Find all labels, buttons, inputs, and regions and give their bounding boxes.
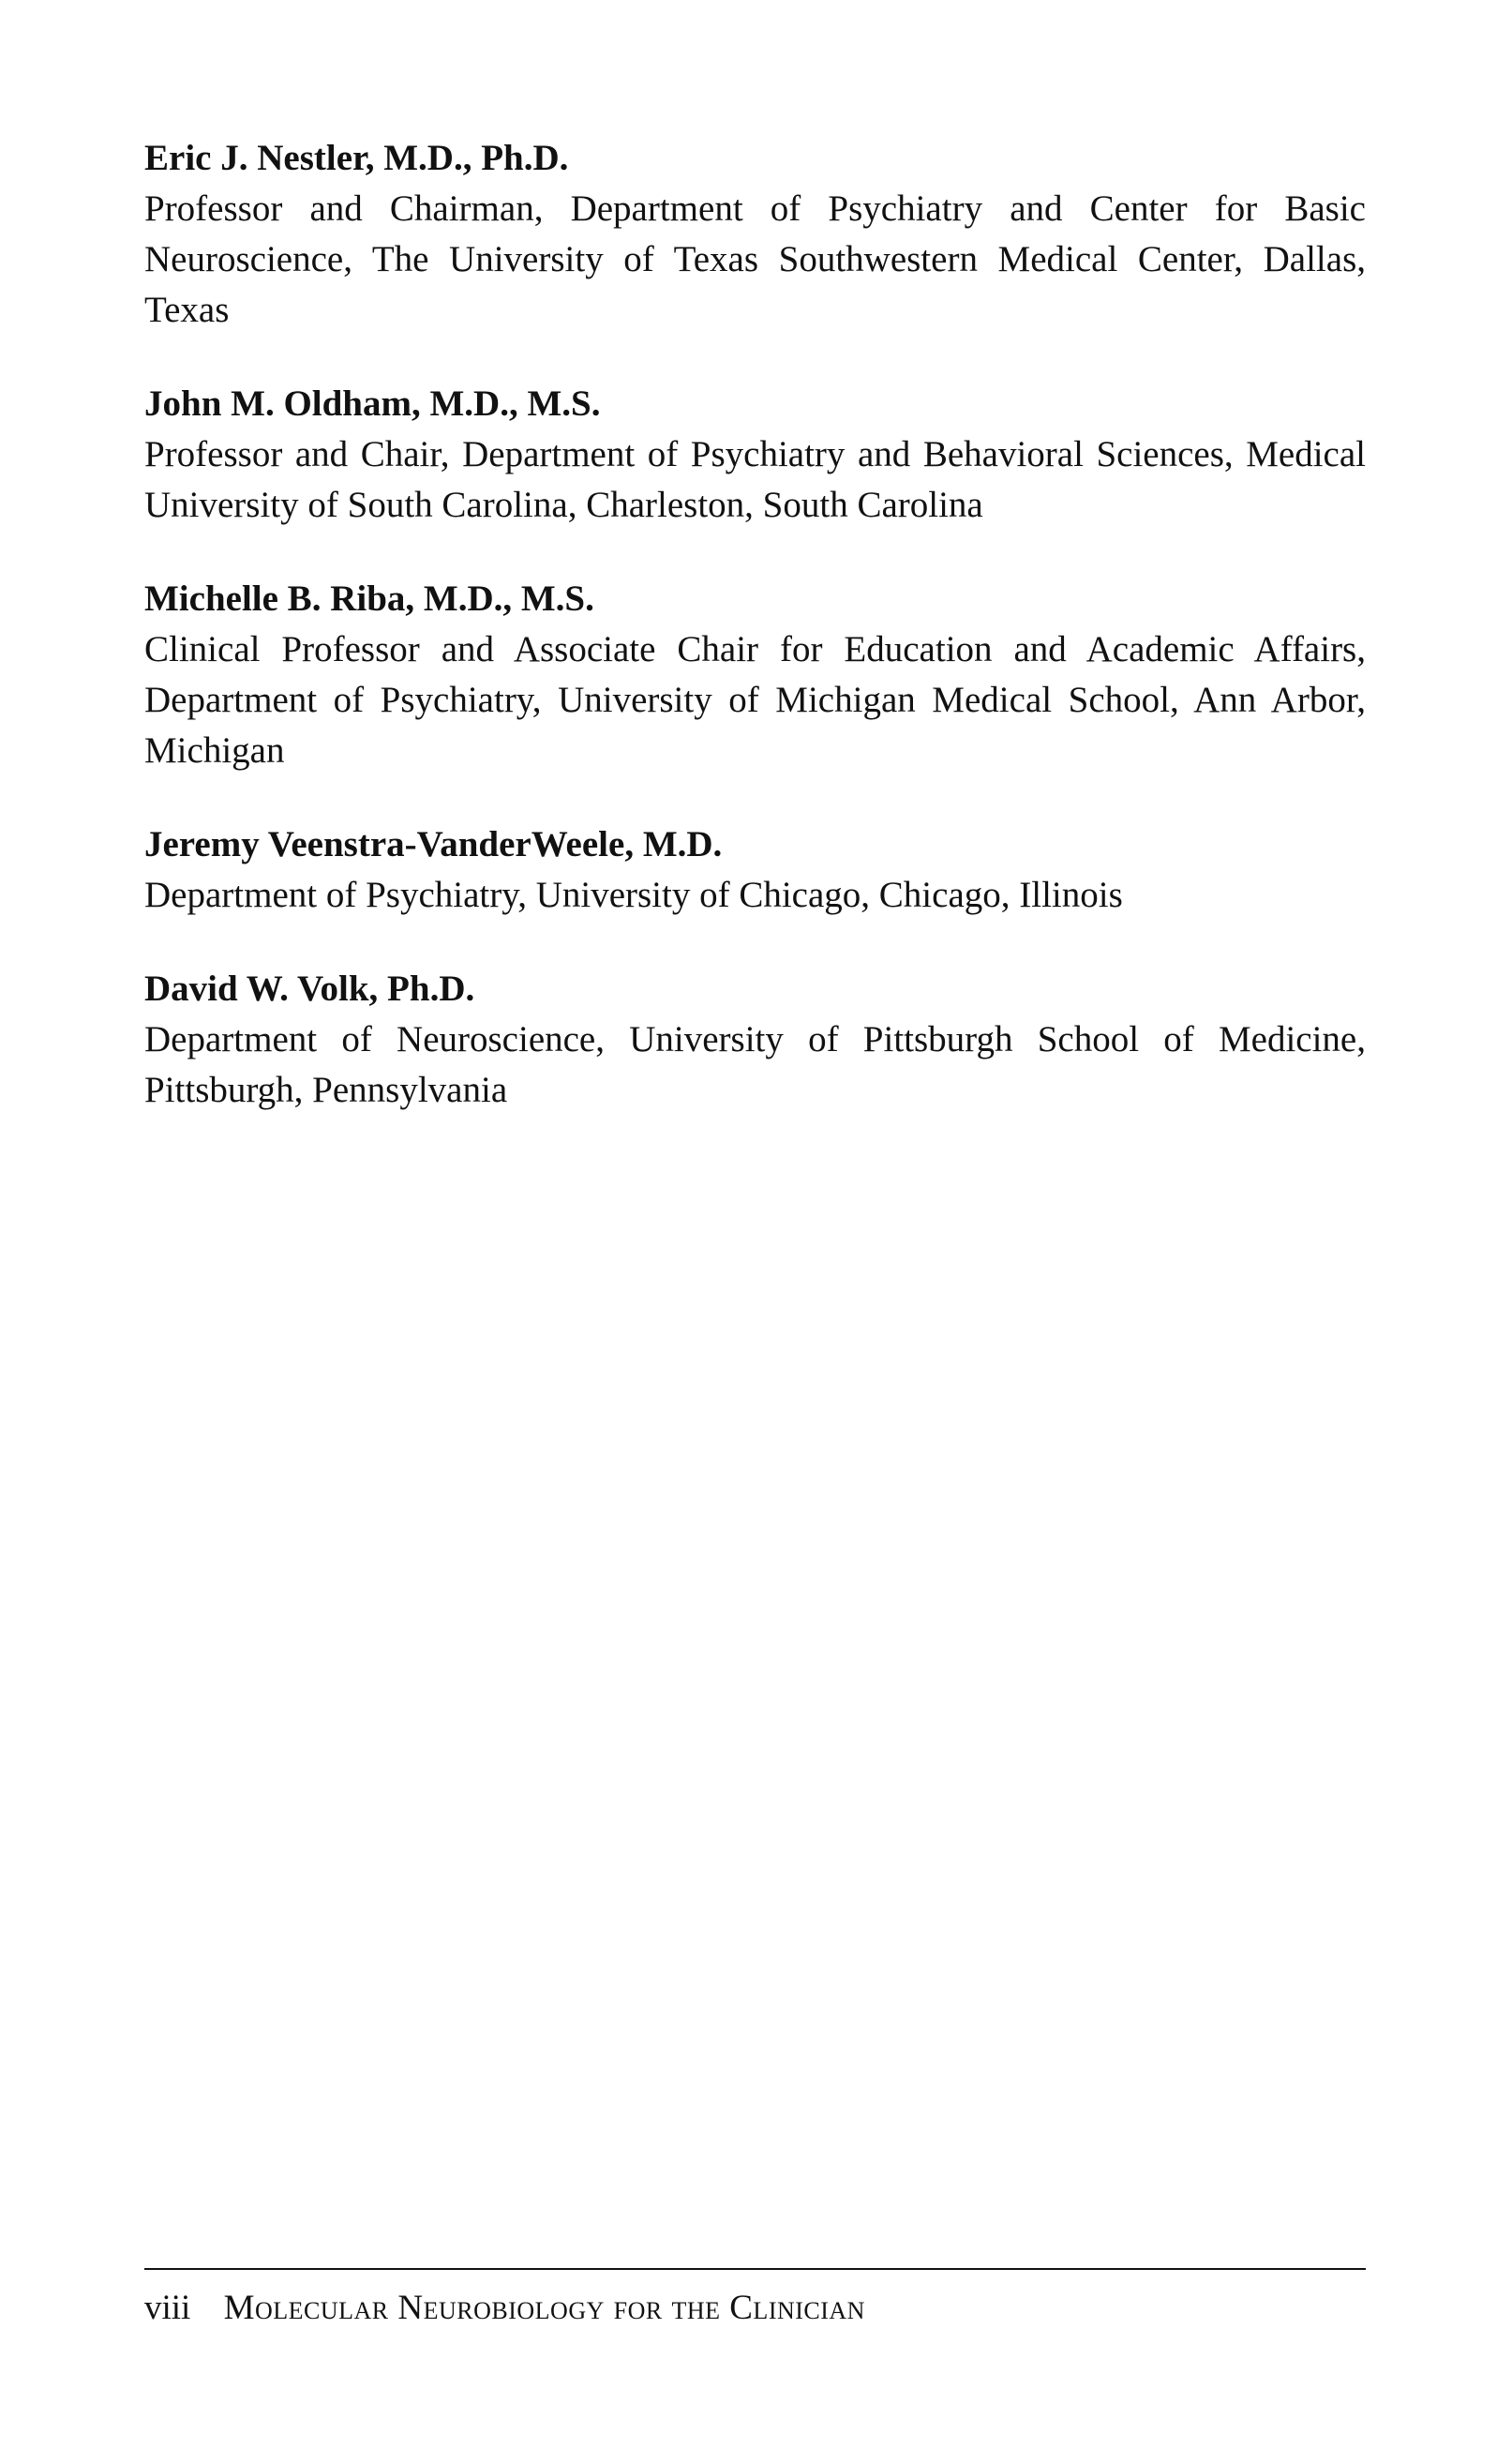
contributor-name: Michelle B. Riba, M.D., M.S. — [144, 578, 594, 619]
contributor-entry — [144, 964, 1366, 1116]
contributor-name: David W. Volk, Ph.D. — [144, 969, 475, 1009]
contributor-affiliation: Department of Neuroscience, University of Pittsburgh School of Medicine, Pittsburgh, Pennsylvania — [144, 1019, 1366, 1110]
footer-rule — [144, 2268, 1366, 2270]
footer-line — [144, 2285, 1366, 2332]
contributor-affiliation: Professor and Chair, Department of Psychiatry and Behavioral Sciences, Medical University of South Carolina, Charleston, South Carolina — [144, 434, 1366, 525]
contributor-entry — [144, 819, 1366, 921]
contributor-name: John M. Oldham, M.D., M.S. — [144, 383, 601, 424]
contributor-name: Jeremy Veenstra-VanderWeele, M.D. — [144, 824, 723, 864]
running-title: Molecular Neurobiology for the Clinician — [223, 2289, 865, 2327]
contributor-affiliation: Professor and Chairman, Department of Psychiatry and Center for Basic Neuroscience, The University of Texas Southwestern Medical Center, Dallas, Texas — [144, 188, 1366, 330]
contributor-entry — [144, 379, 1366, 531]
contributor-entry — [144, 574, 1366, 776]
contributor-name: Eric J. Nestler, M.D., Ph.D. — [144, 138, 569, 178]
contributor-affiliation: Clinical Professor and Associate Chair for Education and Academic Affairs, Department of Psychiatry, University of Michigan Medical School, Ann Arbor, Michigan — [144, 629, 1366, 771]
contributors-list — [144, 133, 1366, 1159]
contributor-entry — [144, 133, 1366, 336]
page-number: viii — [144, 2289, 191, 2327]
contributor-affiliation: Department of Psychiatry, University of Chicago, Chicago, Illinois — [144, 875, 1123, 915]
page-footer — [144, 2268, 1366, 2332]
